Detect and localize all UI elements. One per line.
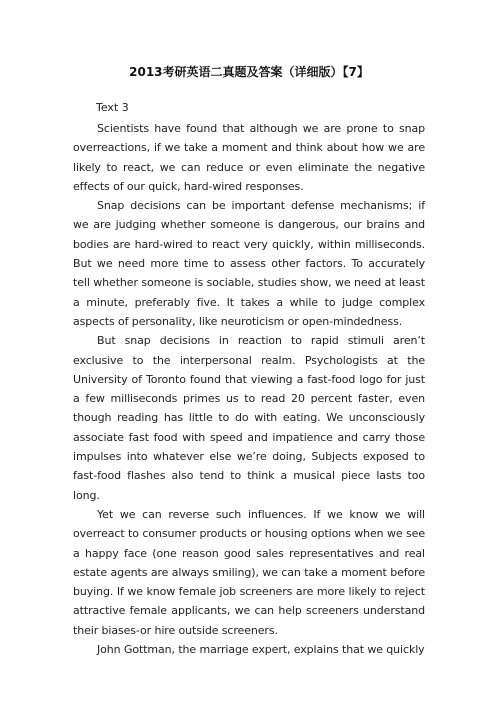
paragraph-5: John Gottman, the marriage expert, explains that we quickly	[97, 643, 425, 657]
paragraph-1: Scientists have found that although we are prone to snap overreactions, if we take a moment and think about how we are likely to react, we can reduce or even eliminate the negative effects of our quick, hard-wired responses.	[73, 122, 425, 193]
section-label: Text 3	[96, 101, 129, 114]
paragraph-3: But snap decisions in reaction to rapid stimuli aren’t exclusive to the interpersonal realm. Psychologists at the University of Toronto found that viewing a fast-food logo for just a few milliseconds primes us to read 20 percent faster, even though reading has little to do with eating. We unconsciously associate fast food with speed and impatience and carry those impulses into whatever else we’re doing, Subjects exposed to fast-food flashes also tend to think a musical piece lasts too long.	[73, 334, 425, 502]
paragraph-2: Snap decisions can be important defense mechanisms; if we are judging whether someone is dangerous, our brains and bodies are hard-wired to react very quickly, within milliseconds. But we need more time to assess other factors. To accurately tell whether someone is sociable, studies show, we need at least a minute, preferably five. It takes a while to judge complex aspects of personality, like neuroticism or open-mindedness.	[73, 199, 425, 328]
paragraph-4: Yet we can reverse such influences. If we know we will overreact to consumer products or housing options when we see a happy face (one reason good sales representatives and real estate agents are always smiling), we can take a moment before buying. If we know female job screeners are more likely to reject attractive female applicants, we can help screeners understand their biases-or hire outside screeners.	[73, 507, 425, 637]
document-title: 2013考研英语二真题及答案（详细版）【7】	[129, 65, 369, 79]
